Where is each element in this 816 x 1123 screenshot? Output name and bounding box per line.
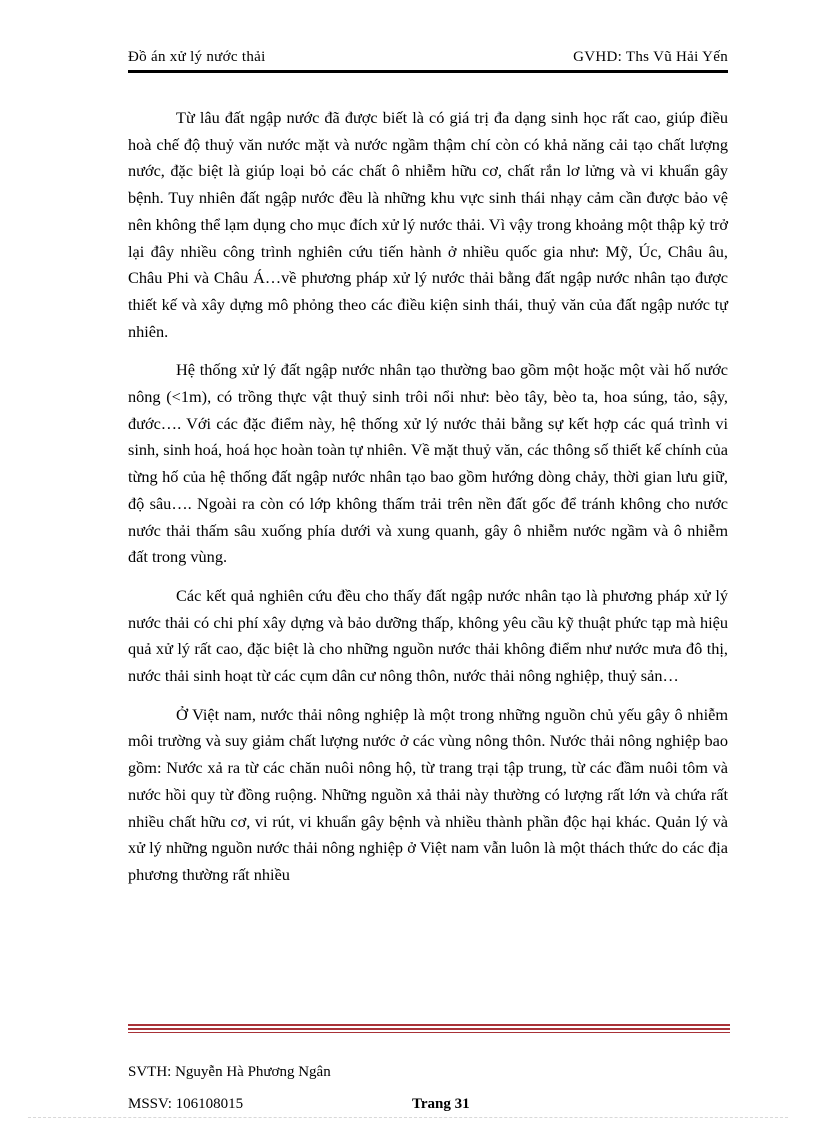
paragraph-2: Hệ thống xử lý đất ngập nước nhân tạo thường bao gồm một hoặc một vài hố nước nông (<1m), có trồng thực vật thuỷ sinh trôi nổi như: bèo tây, bèo ta, hoa súng, tảo, sậy, đước…. Với các đặc điểm này, hệ thống xử lý nước thải bằng sự kết hợp các quá trình vi sinh, sinh hoá, hoá học hoàn toàn tự nhiên. Về mặt thuỷ văn, các thông số thiết kế chính của từng hố của hệ thống đất ngập nước nhân tạo bao gồm hướng dòng chảy, thời gian lưu giữ, độ sâu…. Ngoài ra còn có lớp không thấm trải trên nền đất gốc để tránh không cho nước nước thải thấm sâu xuống phía dưới và xung quanh, gây ô nhiễm nước ngầm và ô nhiễm đất trong vùng.: [128, 360, 728, 567]
footer-student: SVTH: Nguyễn Hà Phương Ngân: [128, 1064, 331, 1080]
page-header: [128, 46, 728, 70]
footer-rule-middle: [128, 1028, 730, 1030]
footer-info: [128, 1093, 728, 1115]
page-number: Trang 31: [412, 1096, 470, 1112]
paragraph-3: Các kết quả nghiên cứu đều cho thấy đất ngập nước nhân tạo là phương pháp xử lý nước thải có chi phí xây dựng và bảo dưỡng thấp, không yêu cầu kỹ thuật phức tạp mà hiệu quả xử lý rất cao, đặc biệt là cho những nguồn nước thải không điểm như nước mưa đô thị, nước thải sinh hoạt từ các cụm dân cư nông thôn, nước thải nông nghiệp, thuỷ sản…: [128, 585, 728, 686]
header-supervisor: GVHD: Ths Vũ Hải Yến: [573, 49, 728, 65]
header-rule: [128, 70, 728, 73]
paragraph-1: Từ lâu đất ngập nước đã được biết là có giá trị đa dạng sinh học rất cao, giúp điều hoà chế độ thuỷ văn nước mặt và nước ngầm thậm chí còn có khả năng cải tạo chất lượng nước, đặc biệt là giúp loại bỏ các chất ô nhiễm hữu cơ, chất rắn lơ lửng và vi khuẩn gây bệnh. Tuy nhiên đất ngập nước đều là những khu vực sinh thái nhạy cảm cần được bảo vệ nên không thể lạm dụng cho mục đích xử lý nước thải. Vì vậy trong khoảng một thập kỷ trở lại đây nhiều công trình nghiên cứu tiến hành ở nhiều quốc gia như: Mỹ, Úc, Châu âu, Châu Phi và Châu Á…về phương pháp xử lý nước thải bằng đất ngập nước nhân tạo được thiết kế và xây dựng mô phỏng theo các điều kiện sinh thái, thuỷ văn của đất ngập nước tự nhiên.: [128, 108, 728, 341]
header-title: Đồ án xử lý nước thải: [128, 49, 266, 65]
paragraph-4: Ở Việt nam, nước thải nông nghiệp là một trong những nguồn chủ yếu gây ô nhiễm môi trường và suy giảm chất lượng nước ở các vùng nông thôn. Nước thải nông nghiệp bao gồm: Nước xả ra từ các chăn nuôi nông hộ, từ trang trại tập trung, từ các đầm nuôi tôm và nước hồi quy từ đồng ruộng. Những nguồn xả thải này thường có lượng rất lớn và chứa rất nhiều chất hữu cơ, vi rút, vi khuẩn gây bệnh và nhiều thành phần độc hại khác. Quản lý và xử lý những nguồn nước thải nông nghiệp ở Việt nam vẫn luôn là một thách thức do các địa phương thường rất nhiều: [128, 704, 728, 884]
page-boundary: [28, 1117, 788, 1118]
footer-rule-top: [128, 1024, 730, 1026]
body-text: [128, 105, 728, 901]
footer-rule-bottom: [128, 1032, 730, 1033]
footer-mssv: MSSV: 106108015: [128, 1096, 244, 1112]
